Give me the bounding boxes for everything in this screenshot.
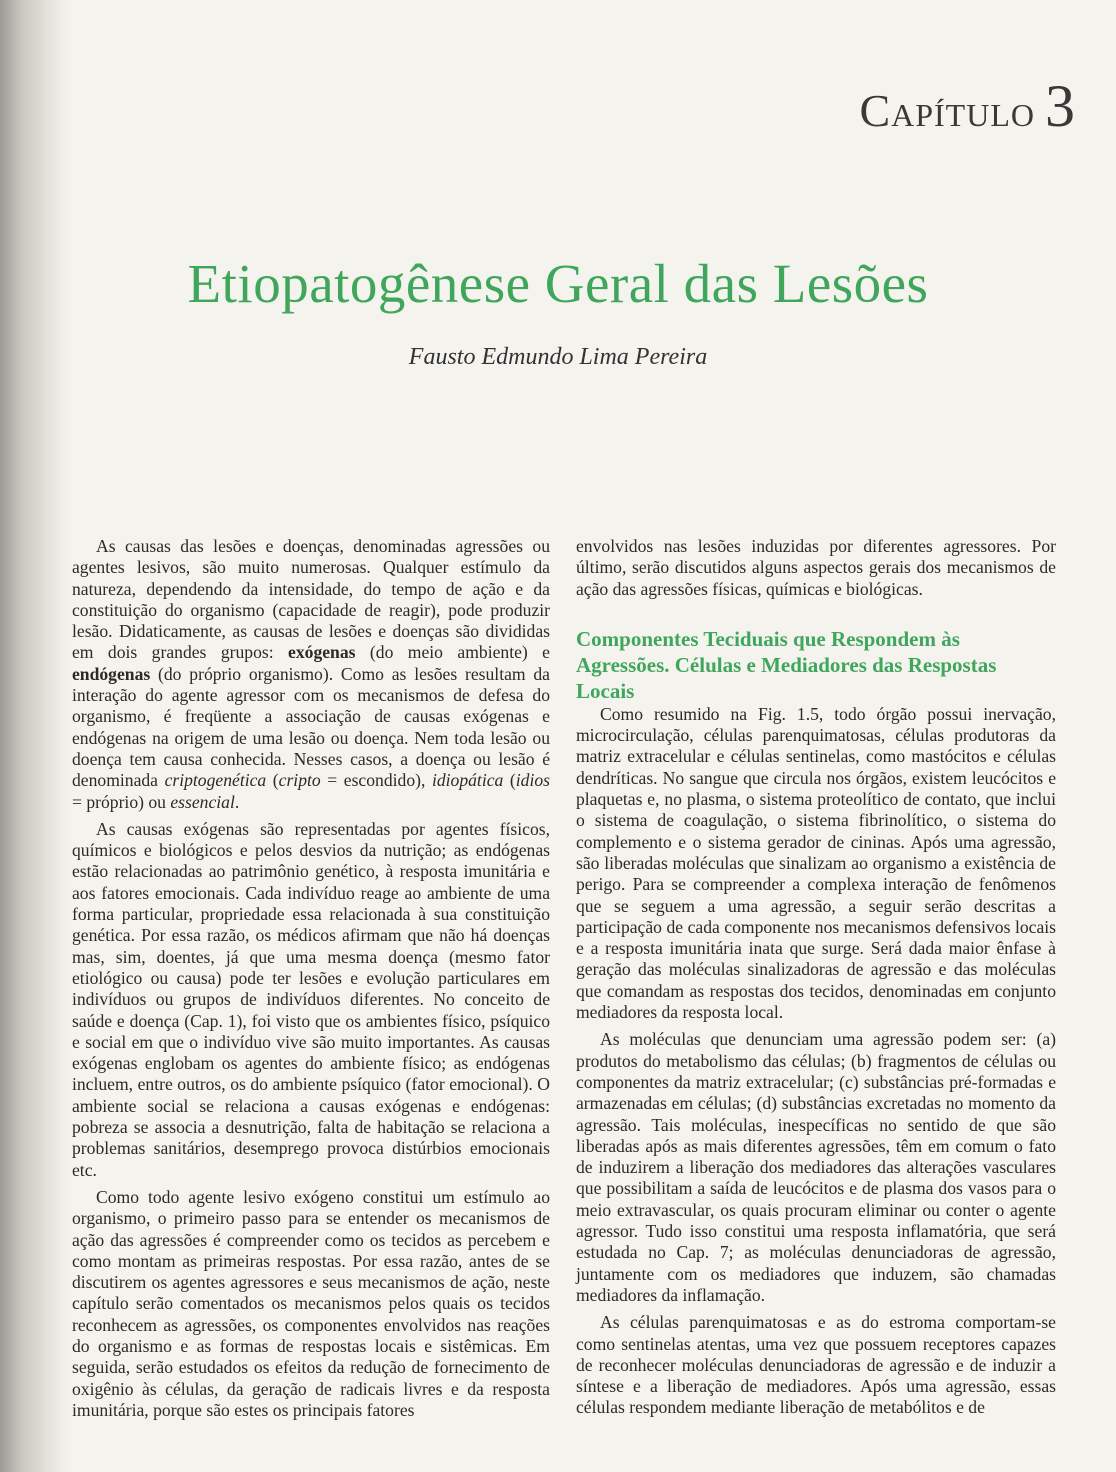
term-criptogenetica: criptogenética bbox=[164, 770, 267, 791]
left-column bbox=[72, 536, 550, 1427]
chapter-word: Capítulo bbox=[859, 85, 1035, 136]
term-essencial: essencial bbox=[170, 791, 235, 812]
book-gutter-shadow bbox=[0, 0, 70, 1472]
chapter-title: Etiopatogênese Geral das Lesões bbox=[187, 253, 929, 314]
paragraph: As células parenquimatosas e as do estroma comportam-se como sentinelas atentas, uma vez que possuem receptores capazes de reconhecer moléculas denunciadoras de agressão e de induzir a síntese e a liberação de mediadores. Após uma agressão, essas células respondem mediante liberação de metabólitos e de bbox=[576, 1312, 1056, 1418]
author-name: Fausto Edmundo Lima Pereira bbox=[408, 344, 708, 370]
section-heading: Componentes Teciduais que Respondem às Agressões. Células e Mediadores das Respostas Locais bbox=[576, 626, 997, 703]
term-exogenas: exógenas bbox=[288, 642, 356, 663]
term-endogenas: endógenas bbox=[72, 663, 151, 684]
right-column bbox=[576, 536, 1056, 1425]
chapter-label bbox=[859, 72, 1076, 141]
paragraph: As causas exógenas são representadas por agentes físicos, químicos e biológicos e pelos desvios da nutrição; as endógenas estão relacionadas ao patrimônio genético, à resposta imunitária e aos fatores emocionais. Cada indivíduo reage ao ambiente de uma forma particular, propriedade essa relacionada à sua constituição genética. Por essa razão, os médicos afirmam que não há doenças mas, sim, doentes, já que uma mesma doença (mesmo fator etiológico ou causa) pode ter lesões e evolução particulares em indivíduos ou grupos de indivíduos diferentes. No conceito de saúde e doença (Cap. 1), foi visto que os ambientes físico, psíquico e social em que o indivíduo vive são muito importantes. As causas exógenas englobam os agentes do ambiente físico; as endógenas incluem, entre outros, os do ambiente psíquico (fator emocional). O ambiente social se relaciona a causas exógenas e endógenas: pobreza se associa a desnutrição, falta de habitação se relaciona a problemas sanitários, desemprego provoca distúrbios emocionais etc. bbox=[72, 818, 550, 1180]
chapter-number: 3 bbox=[1045, 73, 1076, 139]
paragraph: As moléculas que denunciam uma agressão podem ser: (a) produtos do metabolismo das células; (b) fragmentos de células ou componentes da matriz extracelular; (c) substâncias pré-formadas e armazenadas em células; (d) substâncias excretadas no momento da agressão. Tais moléculas, inespecíficas no sentido de que são liberadas após as mais diferentes agressões, têm em comum o fato de induzirem a liberação dos mediadores das alterações vasculares que possibilitam a saída de leucócitos e de plasma dos vasos para o meio extravascular, os quais procuram eliminar ou conter o agente agressor. Tudo isso constitui uma resposta inflamatória, que será estudada no Cap. 7; as moléculas denunciadoras de agressão, juntamente com os mediadores que induzem, são chamadas mediadores da inflamação. bbox=[576, 1029, 1056, 1305]
paragraph: Como todo agente lesivo exógeno constitui um estímulo ao organismo, o primeiro passo para se entender os mecanismos de ação das agressões é compreender como os tecidos as percebem e como montam as primeiras respostas. Por essa razão, antes de se discutirem os agentes agressores e seus mecanismos de ação, neste capítulo serão comentados os mecanismos pelos quais os tecidos reconhecem as agressões, os componentes envolvidos nas reações do organismo e as formas de respostas locais e sistêmicas. Em seguida, serão estudados os efeitos da redução de fornecimento de oxigênio às células, da geração de radicais livres e da resposta imunitária, porque são estes os principais fatores bbox=[72, 1186, 550, 1420]
paragraph: Como resumido na Fig. 1.5, todo órgão possui inervação, microcirculação, células parenquimatosas, células produtoras da matriz extracelular e células sentinelas, como mastócitos e células dendríticas. No sangue que circula nos órgãos, existem leucócitos e plaquetas e, no plasma, o sistema proteolítico de contato, que inclui o sistema de coagulação, o sistema fibrinolítico, o sistema do complemento e o sistema gerador de cininas. Após uma agressão, são liberadas moléculas que sinalizam ao organismo a existência de perigo. Para se compreender a complexa interação de fenômenos que se seguem a uma agressão, a seguir serão descritas a participação de cada componente nos mecanismos defensivos locais e a resposta imunitária inata que surge. Será dada maior ênfase à geração das moléculas sinalizadoras de agressão e das moléculas que comandam as respostas dos tecidos, denominadas em conjunto mediadores da resposta local. bbox=[576, 703, 1056, 1023]
paragraph: As causas das lesões e doenças, denominadas agressões ou agentes lesivos, são muito numerosas. Qualquer estímulo da natureza, dependendo da intensidade, do tempo de ação e da constituição do organismo (capacidade de reagir), pode produzir lesão. Didaticamente, as causas de lesões e doenças são divididas em dois grandes grupos: exógenas (do meio ambiente) e endógenas (do próprio organismo). Como as lesões resultam da interação do agente agressor com os mecanismos de defesa do organismo, é freqüente a associação de causas exógenas e endógenas na origem de uma lesão ou doença. Nem toda lesão ou doença tem causa conhecida. Nesses casos, a doença ou lesão é denominada criptogenética (cripto = escondido), idiopática (idios = próprio) ou essencial. bbox=[72, 536, 550, 812]
term-idiopatica: idiopática bbox=[431, 770, 504, 791]
paragraph: envolvidos nas lesões induzidas por diferentes agressores. Por último, serão discutidos alguns aspectos gerais dos mecanismos de ação das agressões físicas, químicas e biológicas. bbox=[576, 536, 1056, 599]
